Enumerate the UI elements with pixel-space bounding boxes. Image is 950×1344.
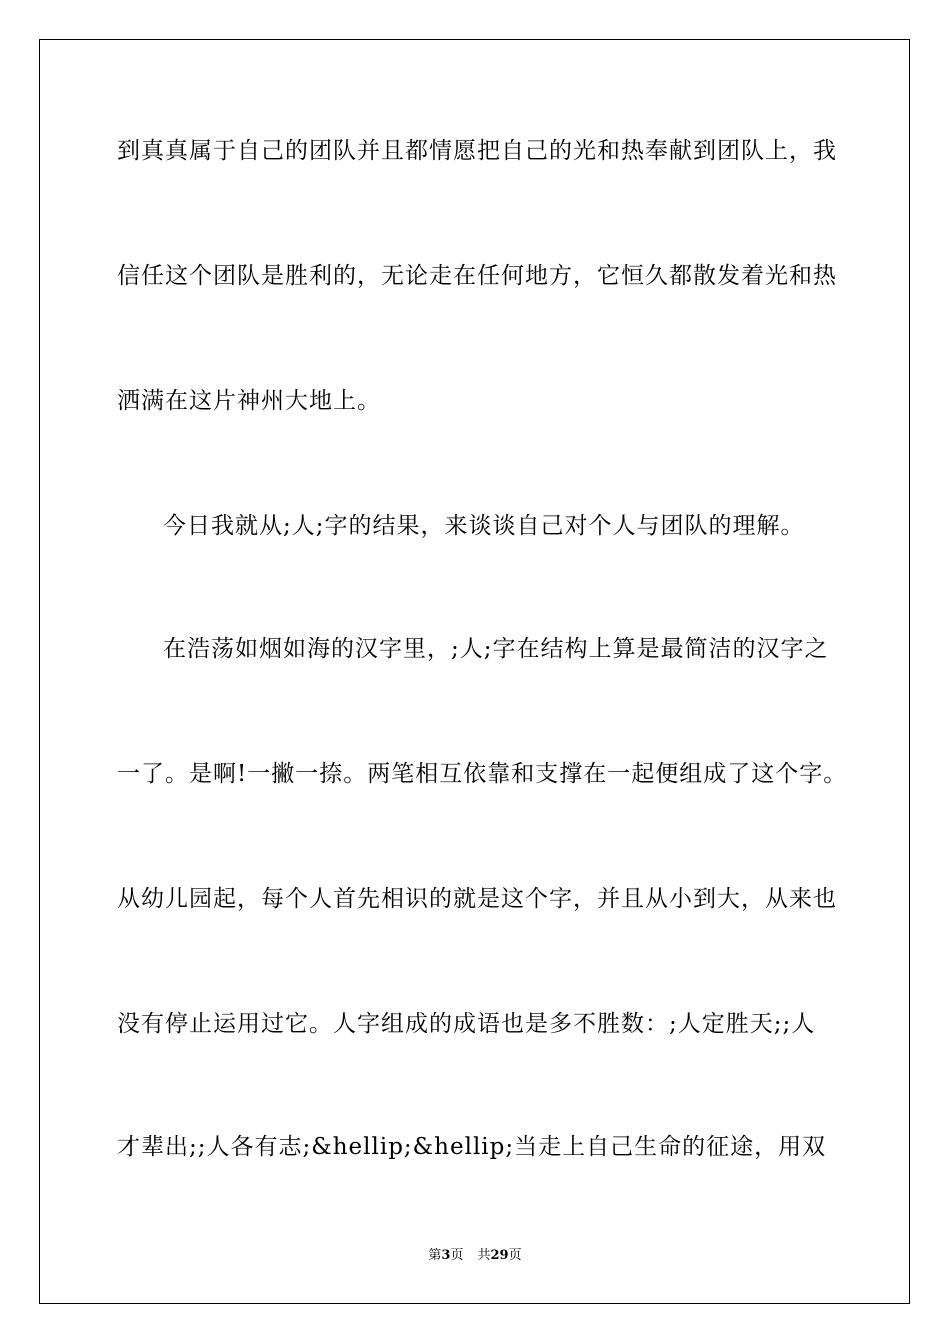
footer-page-suffix: 页 xyxy=(450,1248,464,1263)
footer-total-prefix: 共 xyxy=(477,1248,491,1263)
text-line-3: 洒满在这片神州大地上。 xyxy=(117,388,381,414)
footer-total-number: 29 xyxy=(490,1248,509,1263)
text-line-6: 一了。是啊!一撇一捺。两笔相互依靠和支撑在一起便组成了这个字。 xyxy=(117,761,848,787)
footer-page-number: 3 xyxy=(441,1248,451,1263)
text-line-4: 今日我就从;人;字的结果，来谈谈自己对个人与团队的理解。 xyxy=(163,513,805,539)
page-footer xyxy=(0,1247,950,1265)
page-border xyxy=(39,39,910,1304)
footer-page-prefix: 第 xyxy=(428,1248,442,1263)
text-line-9: 才辈出;;人各有志;&hellip;&hellip;当走上自己生命的征途，用双 xyxy=(117,1134,827,1160)
text-line-1: 到真真属于自己的团队并且都情愿把自己的光和热奉献到团队上，我 xyxy=(117,138,837,164)
text-line-5: 在浩荡如烟如海的汉字里，;人;字在结构上算是最简洁的汉字之 xyxy=(163,636,829,662)
text-line-2: 信任这个团队是胜利的，无论走在任何地方，它恒久都散发着光和热 xyxy=(117,263,837,289)
text-line-7: 从幼儿园起，每个人首先相识的就是这个字，并且从小到大，从来也 xyxy=(117,886,837,912)
footer-total-suffix: 页 xyxy=(508,1248,522,1263)
text-line-8: 没有停止运用过它。人字组成的成语也是多不胜数：;人定胜天;;人 xyxy=(117,1011,816,1037)
